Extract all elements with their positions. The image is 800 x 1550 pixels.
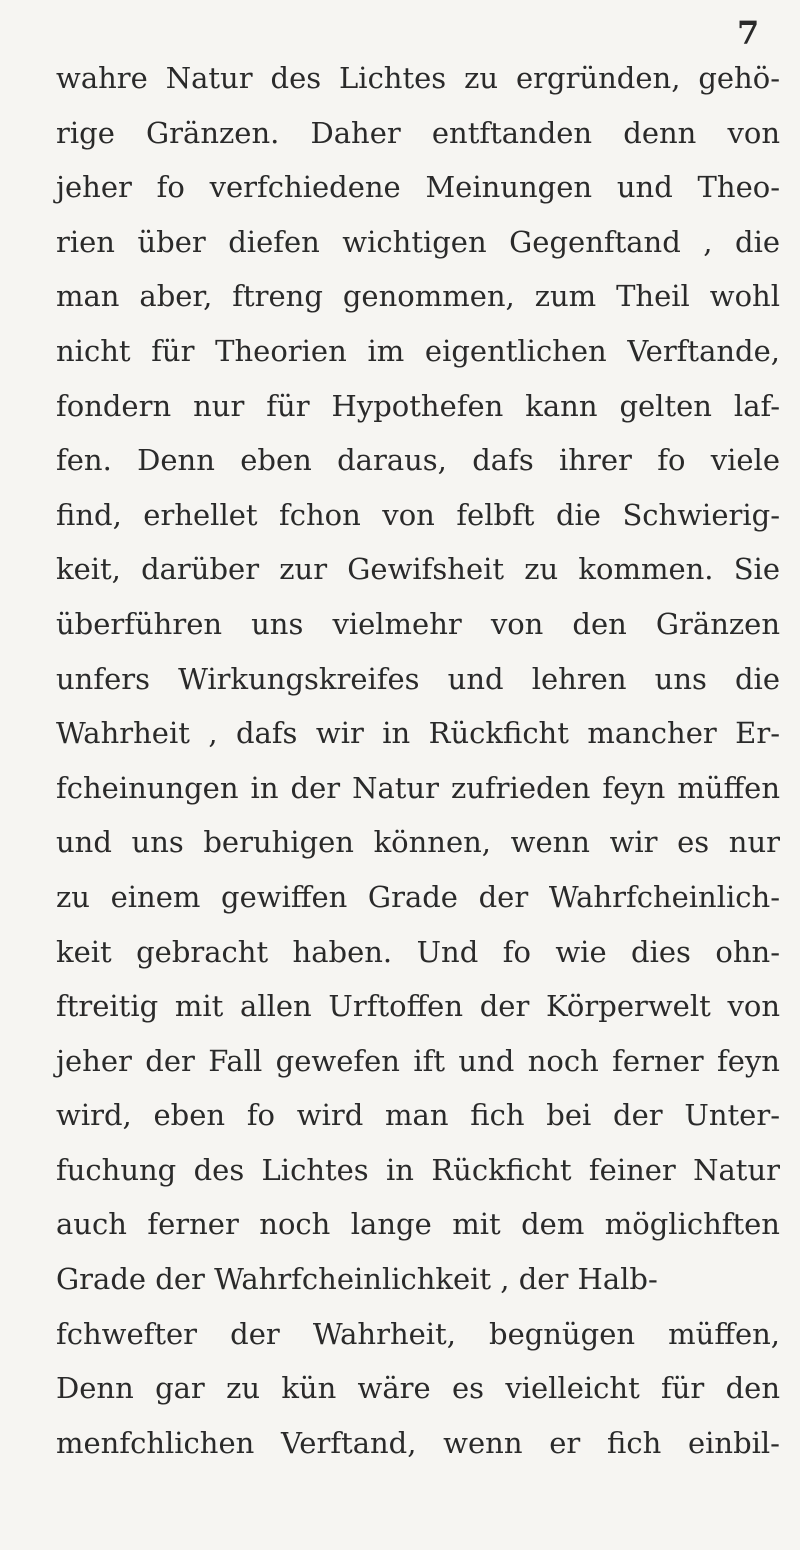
text-line: fuchung des Lichtes in Rückficht feiner Natur [56, 1152, 780, 1187]
text-line: jeher fo verfchiedene Meinungen und Theo- [56, 170, 780, 205]
text-line: rige Gränzen. Daher entftanden denn von [56, 115, 780, 150]
text-line: man aber, ftreng genommen, zum Theil wohl [56, 279, 780, 314]
text-line: fondern nur für Hypothefen kann gelten laf- [56, 388, 780, 423]
text-line: fcheinungen in der Natur zufrieden feyn müffen [56, 770, 780, 805]
text-line: Denn gar zu kün wäre es vielleicht für den [56, 1371, 780, 1406]
text-line: nicht für Theorien im eigentlichen Verftande, [56, 333, 780, 368]
text-line: unfers Wirkungskreifes und lehren uns die [56, 661, 780, 696]
text-line: fen. Denn eben daraus, dafs ihrer fo viele [56, 443, 780, 478]
text-line: wird, eben fo wird man fich bei der Unter- [56, 1098, 780, 1133]
page-number: 7 [737, 14, 760, 52]
text-line: keit, darüber zur Gewifsheit zu kommen. Sie [56, 552, 780, 587]
text-line: rien über diefen wichtigen Gegenftand , die [56, 224, 780, 259]
text-line: ftreitig mit allen Urftoffen der Körperwelt von [56, 989, 780, 1024]
text-line: auch ferner noch lange mit dem möglichften [56, 1207, 780, 1242]
text-line: find, erhellet fchon von felbft die Schwierig- [56, 497, 780, 532]
text-line: keit gebracht haben. Und fo wie dies ohn- [56, 934, 780, 969]
body-text [56, 51, 780, 1470]
text-line: wahre Natur des Lichtes zu ergründen, gehö- [56, 61, 780, 95]
text-line: und uns beruhigen können, wenn wir es nur [56, 825, 780, 860]
text-line: Grade der Wahrfcheinlichkeit , der Halb- [56, 1262, 658, 1297]
text-line: überführen uns vielmehr von den Gränzen [56, 606, 780, 641]
text-line: Wahrheit , dafs wir in Rückficht mancher Er- [56, 716, 780, 751]
text-line: jeher der Fall gewefen ift und noch ferner feyn [56, 1043, 780, 1078]
text-line: menfchlichen Verftand, wenn er fich einbil- [56, 1425, 780, 1460]
text-line: fchwefter der Wahrheit, begnügen müffen, [56, 1316, 780, 1351]
text-line: zu einem gewiffen Grade der Wahrfcheinlich- [56, 879, 780, 914]
